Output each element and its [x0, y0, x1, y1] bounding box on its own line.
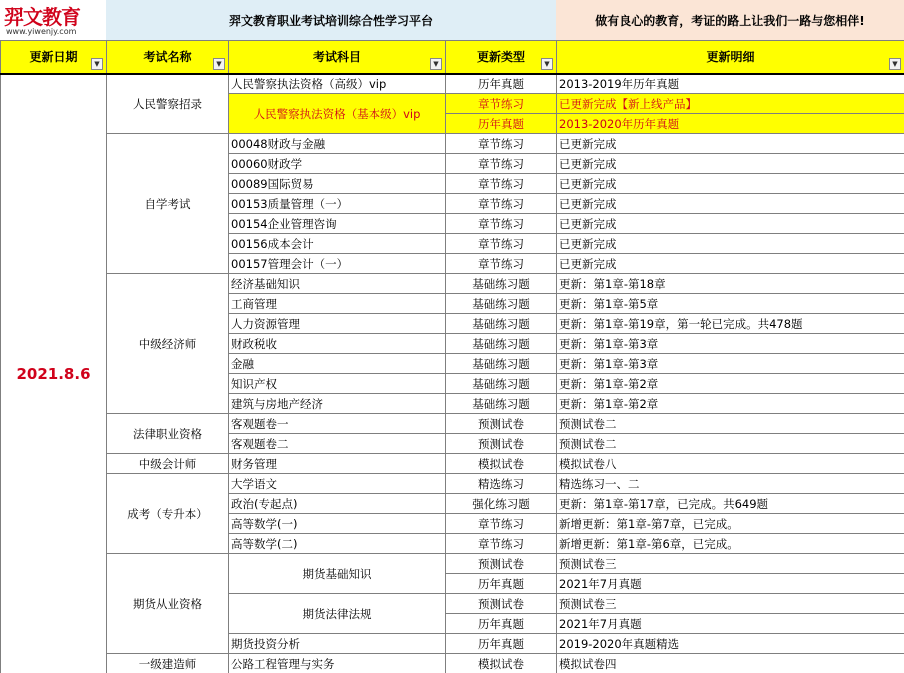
- header-row: [1, 41, 904, 74]
- subject-cell: 经济基础知识: [229, 274, 446, 294]
- subject-cell: 期货基础知识: [229, 554, 446, 594]
- exam-name-cell: 中级经济师: [107, 274, 229, 414]
- detail-cell: 已更新完成: [557, 154, 904, 174]
- detail-cell: 2019-2020年真题精选: [557, 634, 904, 654]
- detail-cell: 更新：第1章-第3章: [557, 334, 904, 354]
- detail-cell: 2021年7月真题: [557, 574, 904, 594]
- table-row: [1, 414, 904, 434]
- logo-url: www.yiwenjy.com: [6, 27, 77, 36]
- banner: [0, 0, 904, 40]
- detail-cell: 更新：第1章-第2章: [557, 374, 904, 394]
- subject-cell: 客观题卷二: [229, 434, 446, 454]
- header-exam-subject: 考试科目 ▼: [229, 41, 446, 74]
- type-cell: 历年真题: [446, 634, 557, 654]
- subject-cell: 00060财政学: [229, 154, 446, 174]
- logo: [0, 0, 106, 40]
- detail-cell: 更新：第1章-第17章，已完成。共649题: [557, 494, 904, 514]
- detail-cell: 更新：第1章-第19章，第一轮已完成。共478题: [557, 314, 904, 334]
- header-update-detail: 更新明细 ▼: [557, 41, 904, 74]
- subject-cell: 期货投资分析: [229, 634, 446, 654]
- type-cell: 历年真题: [446, 74, 557, 94]
- subject-cell: 00048财政与金融: [229, 134, 446, 154]
- table-row: [1, 134, 904, 154]
- exam-name-cell: 中级会计师: [107, 454, 229, 474]
- exam-name-cell: 一级建造师: [107, 654, 229, 673]
- subject-cell: 期货法律法规: [229, 594, 446, 634]
- update-date-cell: 2021.8.6: [1, 74, 107, 673]
- detail-cell: 预测试卷三: [557, 594, 904, 614]
- type-cell: 基础练习题: [446, 354, 557, 374]
- subject-cell: 财政税收: [229, 334, 446, 354]
- subject-cell: 大学语文: [229, 474, 446, 494]
- detail-cell: 已更新完成: [557, 134, 904, 154]
- table-row: [1, 274, 904, 294]
- exam-name-cell: 自学考试: [107, 134, 229, 274]
- type-cell: 模拟试卷: [446, 454, 557, 474]
- type-cell: 基础练习题: [446, 274, 557, 294]
- detail-cell: 更新：第1章-第2章: [557, 394, 904, 414]
- detail-cell: 2021年7月真题: [557, 614, 904, 634]
- detail-cell: 预测试卷三: [557, 554, 904, 574]
- dropdown-arrow-icon[interactable]: ▼: [213, 58, 225, 70]
- type-cell: 章节练习: [446, 254, 557, 274]
- detail-cell: 新增更新：第1章-第7章，已完成。: [557, 514, 904, 534]
- detail-cell: 2013-2020年历年真题: [557, 114, 904, 134]
- exam-name-cell: 人民警察招录: [107, 74, 229, 134]
- table-row: [1, 554, 904, 574]
- type-cell: 强化练习题: [446, 494, 557, 514]
- subject-cell: 客观题卷一: [229, 414, 446, 434]
- logo-text: 羿文教育: [4, 5, 80, 29]
- type-cell: 预测试卷: [446, 594, 557, 614]
- subject-cell: 公路工程管理与实务: [229, 654, 446, 673]
- table-row: [1, 654, 904, 673]
- detail-cell: 更新：第1章-第5章: [557, 294, 904, 314]
- table-row: [1, 474, 904, 494]
- subject-cell: 00157管理会计（一）: [229, 254, 446, 274]
- subject-cell: 政治(专起点): [229, 494, 446, 514]
- detail-cell: 已更新完成【新上线产品】: [557, 94, 904, 114]
- subject-cell: 00156成本会计: [229, 234, 446, 254]
- type-cell: 历年真题: [446, 574, 557, 594]
- subject-cell: 00154企业管理咨询: [229, 214, 446, 234]
- subject-cell: 工商管理: [229, 294, 446, 314]
- type-cell: 章节练习: [446, 134, 557, 154]
- detail-cell: 预测试卷二: [557, 414, 904, 434]
- subject-cell: 建筑与房地产经济: [229, 394, 446, 414]
- subject-cell: 高等数学(一): [229, 514, 446, 534]
- subject-cell: 金融: [229, 354, 446, 374]
- type-cell: 基础练习题: [446, 314, 557, 334]
- header-update-date: 更新日期 ▼: [1, 41, 107, 74]
- type-cell: 章节练习: [446, 154, 557, 174]
- type-cell: 章节练习: [446, 514, 557, 534]
- type-cell: 基础练习题: [446, 374, 557, 394]
- detail-cell: 模拟试卷八: [557, 454, 904, 474]
- detail-cell: 预测试卷二: [557, 434, 904, 454]
- table-row: [1, 454, 904, 474]
- type-cell: 精选练习: [446, 474, 557, 494]
- slogan: 做有良心的教育，考证的路上让我们一路与您相伴!: [556, 0, 904, 40]
- table-row: [1, 74, 904, 94]
- update-table: [0, 40, 904, 673]
- detail-cell: 精选练习一、二: [557, 474, 904, 494]
- subject-cell: 人民警察执法资格（高级）vip: [229, 74, 446, 94]
- header-update-type: 更新类型 ▼: [446, 41, 557, 74]
- detail-cell: 已更新完成: [557, 194, 904, 214]
- detail-cell: 新增更新：第1章-第6章，已完成。: [557, 534, 904, 554]
- type-cell: 章节练习: [446, 234, 557, 254]
- subject-cell: 知识产权: [229, 374, 446, 394]
- dropdown-arrow-icon[interactable]: ▼: [889, 58, 901, 70]
- subject-cell: 财务管理: [229, 454, 446, 474]
- type-cell: 章节练习: [446, 94, 557, 114]
- type-cell: 章节练习: [446, 534, 557, 554]
- type-cell: 章节练习: [446, 194, 557, 214]
- type-cell: 历年真题: [446, 114, 557, 134]
- detail-cell: 已更新完成: [557, 254, 904, 274]
- type-cell: 基础练习题: [446, 334, 557, 354]
- type-cell: 章节练习: [446, 214, 557, 234]
- dropdown-arrow-icon[interactable]: ▼: [430, 58, 442, 70]
- subject-cell: 00153质量管理（一）: [229, 194, 446, 214]
- detail-cell: 更新：第1章-第18章: [557, 274, 904, 294]
- header-exam-name: 考试名称 ▼: [107, 41, 229, 74]
- detail-cell: 已更新完成: [557, 234, 904, 254]
- type-cell: 章节练习: [446, 174, 557, 194]
- subject-cell: 高等数学(二): [229, 534, 446, 554]
- filter-icon[interactable]: ▼: [91, 58, 103, 70]
- detail-cell: 更新：第1章-第3章: [557, 354, 904, 374]
- exam-name-cell: 法律职业资格: [107, 414, 229, 454]
- subject-cell: 人力资源管理: [229, 314, 446, 334]
- detail-cell: 模拟试卷四: [557, 654, 904, 673]
- type-cell: 预测试卷: [446, 434, 557, 454]
- type-cell: 模拟试卷: [446, 654, 557, 673]
- type-cell: 历年真题: [446, 614, 557, 634]
- dropdown-arrow-icon[interactable]: ▼: [541, 58, 553, 70]
- type-cell: 基础练习题: [446, 394, 557, 414]
- type-cell: 预测试卷: [446, 414, 557, 434]
- subject-cell: 人民警察执法资格（基本级）vip: [229, 94, 446, 134]
- exam-name-cell: 期货从业资格: [107, 554, 229, 654]
- platform-title: 羿文教育职业考试培训综合性学习平台: [106, 0, 556, 40]
- subject-cell: 00089国际贸易: [229, 174, 446, 194]
- detail-cell: 已更新完成: [557, 174, 904, 194]
- exam-name-cell: 成考（专升本）: [107, 474, 229, 554]
- type-cell: 预测试卷: [446, 554, 557, 574]
- detail-cell: 2013-2019年历年真题: [557, 74, 904, 94]
- detail-cell: 已更新完成: [557, 214, 904, 234]
- type-cell: 基础练习题: [446, 294, 557, 314]
